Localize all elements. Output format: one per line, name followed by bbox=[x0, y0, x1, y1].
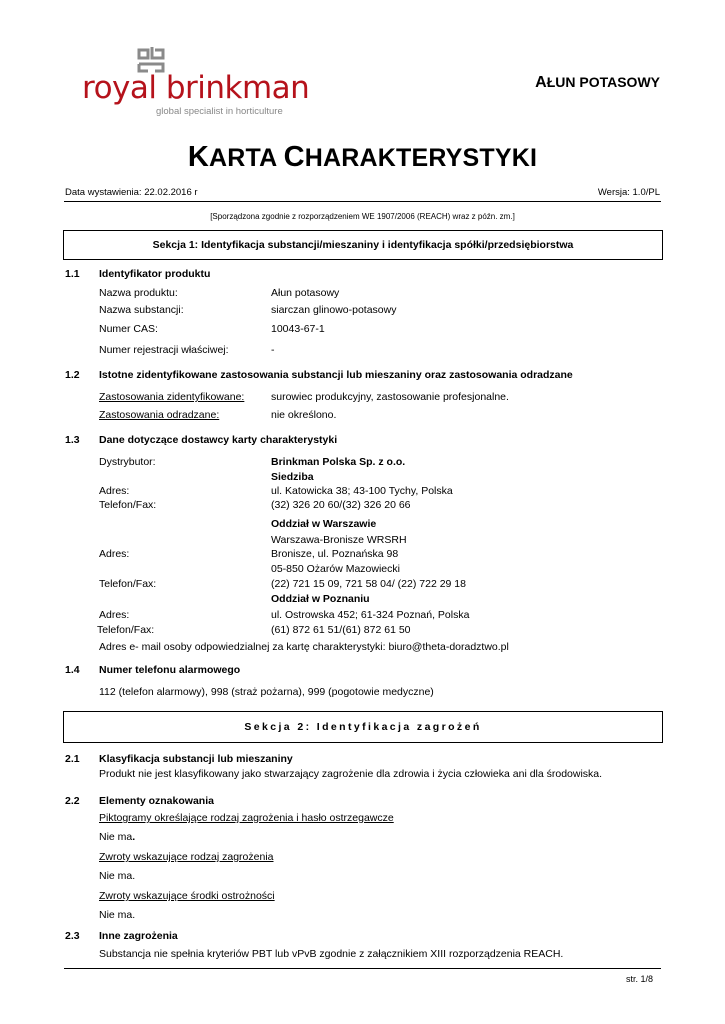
precaution-statements-label: Zwroty wskazujące środki ostrożności bbox=[99, 890, 275, 902]
s12-heading: Istotne zidentyfikowane zastosowania substancji lub mieszaniny oraz zastosowania odradzane bbox=[99, 369, 573, 381]
cas-value: 10043-67-1 bbox=[271, 323, 325, 335]
product-name-value: Ałun potasowy bbox=[271, 287, 340, 299]
s23-heading: Inne zagrożenia bbox=[99, 930, 178, 942]
pictograms-label: Piktogramy określające rodzaj zagrożenia i hasło ostrzegawcze bbox=[99, 812, 394, 824]
poznan-address-label: Adres: bbox=[99, 609, 130, 621]
version: Wersja: 1.0/PL bbox=[597, 187, 660, 198]
issue-date: Data wystawienia: 22.02.2016 r bbox=[65, 187, 198, 198]
poznan-title: Oddział w Poznaniu bbox=[271, 593, 370, 605]
s11-number: 1.1 bbox=[65, 268, 80, 280]
poznan-phone: (61) 872 61 51/(61) 872 61 50 bbox=[271, 624, 411, 636]
page-number: str. 1/8 bbox=[625, 974, 653, 984]
s14-number: 1.4 bbox=[65, 664, 80, 676]
warsaw-line2: Bronisze, ul. Poznańska 98 bbox=[271, 548, 399, 560]
warsaw-phone-label: Telefon/Fax: bbox=[99, 578, 157, 590]
hazard-statements-value: Nie ma. bbox=[99, 870, 136, 882]
other-hazards-text: Substancja nie spełnia kryteriów PBT lub vPvB zgodnie z załącznikiem XIII rozporządzenia REACH. bbox=[99, 948, 564, 960]
cas-label: Numer CAS: bbox=[99, 323, 158, 335]
s21-heading: Klasyfikacja substancji lub mieszaniny bbox=[99, 753, 293, 765]
warsaw-phone: (22) 721 15 09, 721 58 04/ (22) 722 29 18 bbox=[271, 578, 466, 590]
s11-heading: Identyfikator produktu bbox=[99, 268, 211, 280]
warsaw-line1: Warszawa-Bronisze WRSRH bbox=[271, 534, 407, 546]
distributor-name: Brinkman Polska Sp. z o.o. bbox=[271, 456, 406, 468]
warsaw-address-label: Adres: bbox=[99, 548, 130, 560]
identified-uses-value: surowiec produkcyjny, zastosowanie profesjonalne. bbox=[271, 391, 509, 403]
registration-value: - bbox=[271, 344, 275, 356]
advised-against-value: nie określono. bbox=[271, 409, 337, 421]
hq-phone: (32) 326 20 60/(32) 326 20 66 bbox=[271, 499, 411, 511]
hq-title: Siedziba bbox=[271, 471, 314, 483]
substance-name-value: siarczan glinowo-potasowy bbox=[271, 304, 397, 316]
warsaw-line3: 05-850 Ożarów Mazowiecki bbox=[271, 563, 400, 575]
poznan-address: ul. Ostrowska 452; 61-324 Poznań, Polska bbox=[271, 609, 470, 621]
footer-divider bbox=[64, 968, 661, 969]
s13-number: 1.3 bbox=[65, 434, 80, 446]
registration-label: Numer rejestracji właściwej: bbox=[99, 344, 229, 356]
document-title: KARTA CHARAKTERYSTYKI bbox=[187, 141, 538, 173]
advised-against-label: Zastosowania odradzane: bbox=[99, 409, 220, 421]
regulation-note: [Sporządzona zgodnie z rozporządzeniem WE 1907/2006 (REACH) wraz z późn. zm.] bbox=[210, 212, 515, 221]
s14-heading: Numer telefonu alarmowego bbox=[99, 664, 241, 676]
s22-number: 2.2 bbox=[65, 795, 80, 807]
contact-email-line: Adres e- mail osoby odpowiedzialnej za kartę charakterystyki: biuro@theta-doradztwo.pl bbox=[99, 641, 509, 653]
distributor-label: Dystrybutor: bbox=[99, 456, 156, 468]
brand-name: royal brinkman bbox=[82, 70, 310, 106]
hq-address-label: Adres: bbox=[99, 485, 130, 497]
section-1-title: Sekcja 1: Identyfikacja substancji/mieszaniny i identyfikacja spółki/przedsiębiorstwa bbox=[63, 230, 663, 260]
product-name-header: AŁUN POTASOWY bbox=[535, 74, 660, 91]
s12-number: 1.2 bbox=[65, 369, 80, 381]
hq-phone-label: Telefon/Fax: bbox=[99, 499, 157, 511]
precaution-statements-value: Nie ma. bbox=[99, 909, 136, 921]
pictograms-value: Nie ma. bbox=[99, 831, 136, 843]
hazard-statements-label: Zwroty wskazujące rodzaj zagrożenia bbox=[99, 851, 274, 863]
poznan-phone-label: Telefon/Fax: bbox=[97, 624, 155, 636]
warsaw-title: Oddział w Warszawie bbox=[271, 518, 377, 530]
header-divider bbox=[64, 201, 661, 202]
product-name-label: Nazwa produktu: bbox=[99, 287, 178, 299]
classification-text: Produkt nie jest klasyfikowany jako stwarzający zagrożenie dla zdrowia i życia człowieka ani dla środowiska. bbox=[99, 768, 603, 780]
substance-name-label: Nazwa substancji: bbox=[99, 304, 184, 316]
brand-tagline: global specialist in horticulture bbox=[156, 106, 283, 117]
s21-number: 2.1 bbox=[65, 753, 80, 765]
s22-heading: Elementy oznakowania bbox=[99, 795, 214, 807]
hq-address: ul. Katowicka 38; 43-100 Tychy, Polska bbox=[271, 485, 453, 497]
section-2-title: Sekcja 2: Identyfikacja zagrożeń bbox=[63, 711, 663, 743]
s23-number: 2.3 bbox=[65, 930, 80, 942]
s13-heading: Dane dotyczące dostawcy karty charakterystyki bbox=[99, 434, 338, 446]
identified-uses-label: Zastosowania zidentyfikowane: bbox=[99, 391, 245, 403]
emergency-phones: 112 (telefon alarmowy), 998 (straż pożarna), 999 (pogotowie medyczne) bbox=[99, 686, 434, 698]
